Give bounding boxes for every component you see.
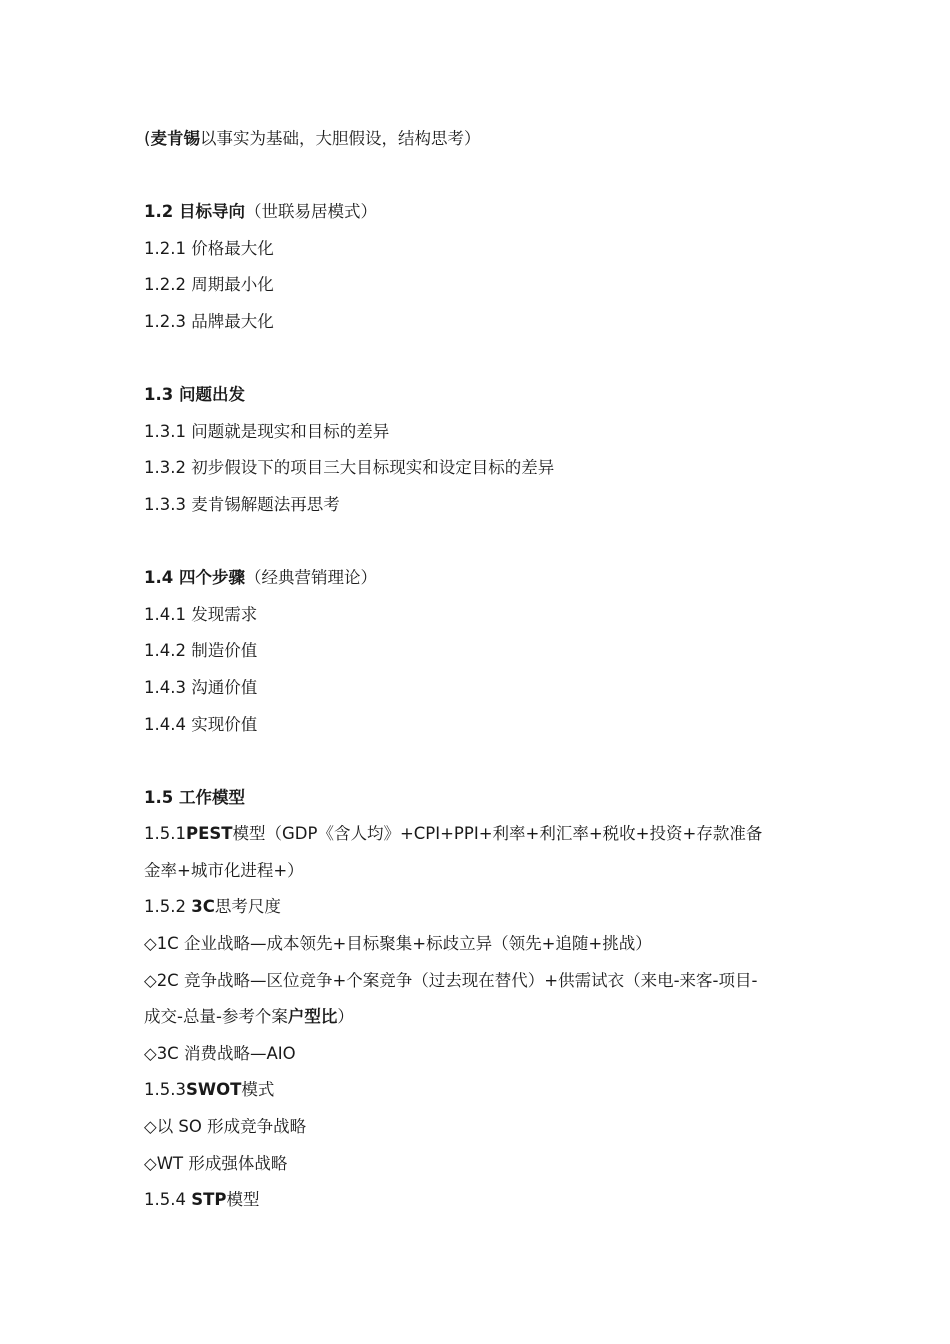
heading-rest: （世联易居模式） <box>244 202 377 222</box>
stp-rest: 模型 <box>226 1190 260 1210</box>
heading-bold: 1.3 问题出发 <box>144 385 245 405</box>
stp-pre: 1.5.4 <box>144 1190 192 1210</box>
section-1-2-heading <box>144 194 824 231</box>
c2-post: ） <box>337 1007 354 1027</box>
heading-rest: （经典营销理论） <box>244 568 377 588</box>
list-item: 1.3.1 问题就是现实和目标的差异 <box>144 421 390 441</box>
heading-bold: 1.2 目标导向 <box>144 202 245 222</box>
section-1-3-heading <box>144 377 824 414</box>
bullet-2c-line-2 <box>144 999 824 1036</box>
three-c-bold: 3C <box>191 897 215 917</box>
section-1-4-heading <box>144 560 824 597</box>
intro-open: ( <box>144 129 151 148</box>
list-item: 1.4.2 制造价值 <box>144 641 258 661</box>
swot-bold: SWOT <box>185 1080 242 1100</box>
swot-rest: 模式 <box>241 1080 275 1100</box>
c2-pre: 成交-总量-参考个案 <box>144 1007 288 1027</box>
swot-line <box>144 1072 824 1109</box>
pest-line-2: 金率+城市化进程+） <box>144 860 304 880</box>
list-item: 1.3.3 麦肯锡解题法再思考 <box>144 494 340 514</box>
list-item: 1.3.2 初步假设下的项目三大目标现实和设定目标的差异 <box>144 458 555 478</box>
pest-rest: 模型（GDP《含人均》+CPI+PPI+利率+利汇率+税收+投资+存款准备 <box>232 824 763 844</box>
list-item: 1.2.3 品牌最大化 <box>144 311 274 331</box>
bullet-so: ◇以 SO 形成竞争战略 <box>144 1117 307 1137</box>
bullet-wt: ◇WT 形成强体战略 <box>144 1153 288 1173</box>
pest-bold: PEST <box>185 824 233 844</box>
list-item: 1.4.4 实现价值 <box>144 714 258 734</box>
list-item: 1.2.2 周期最小化 <box>144 275 274 295</box>
c2-bold: 户型比 <box>287 1007 338 1027</box>
intro-line <box>144 121 824 158</box>
list-item: 1.4.3 沟通价值 <box>144 677 258 697</box>
pest-line <box>144 816 824 853</box>
list-item: 1.4.1 发现需求 <box>144 604 258 624</box>
heading-bold: 1.4 四个步骤 <box>144 568 245 588</box>
heading-bold: 1.5 工作模型 <box>144 787 245 807</box>
bullet-1c: ◇1C 企业战略—成本领先+目标聚集+标歧立异（领先+追随+挑战） <box>144 934 652 954</box>
three-c-pre: 1.5.2 <box>144 897 192 917</box>
three-c-line <box>144 889 824 926</box>
section-1-5-heading <box>144 780 824 817</box>
intro-bold: 麦肯锡 <box>150 129 200 148</box>
list-item: 1.2.1 价格最大化 <box>144 238 274 258</box>
bullet-2c-line-1: ◇2C 竞争战略—区位竞争+个案竞争（过去现在替代）+供需试衣（来电-来客-项目- <box>144 970 758 990</box>
stp-bold: STP <box>191 1190 227 1210</box>
three-c-rest: 思考尺度 <box>214 897 281 917</box>
document-page <box>144 121 824 1219</box>
pest-pre: 1.5.1 <box>144 824 186 844</box>
stp-line <box>144 1182 824 1219</box>
intro-rest: 以事实为基础，大胆假设，结构思考） <box>199 129 481 148</box>
swot-pre: 1.5.3 <box>144 1080 186 1100</box>
bullet-3c: ◇3C 消费战略—AIO <box>144 1043 296 1063</box>
